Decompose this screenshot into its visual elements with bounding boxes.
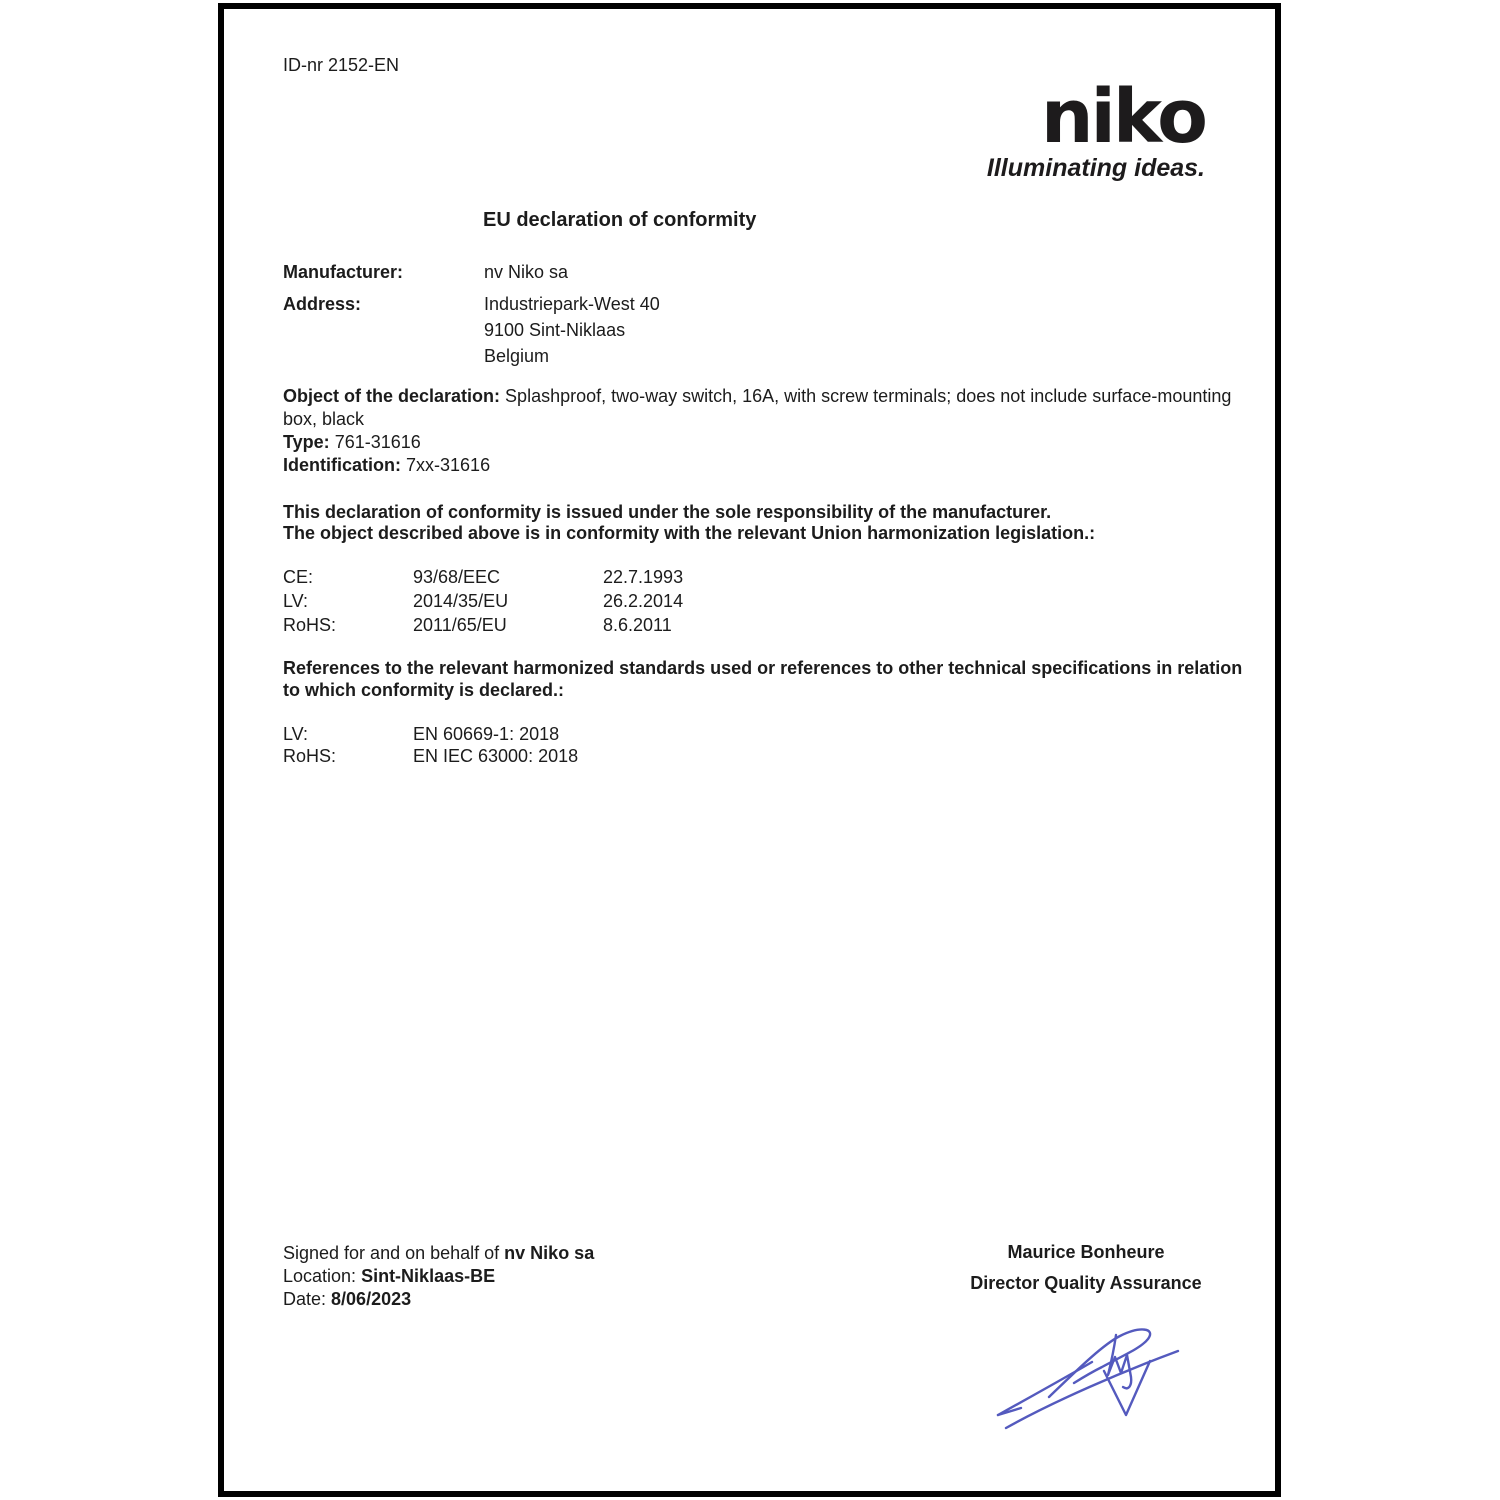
statement-line: References to the relevant harmonized standards used or references to other technical specifications in relation	[283, 658, 1243, 678]
standards-name: LV:	[283, 724, 309, 744]
legislation-row	[283, 613, 683, 637]
legislation-date: 8.6.2011	[603, 615, 672, 635]
niko-logo	[986, 74, 1205, 183]
signed-prefix: Signed for and on behalf of	[283, 1243, 505, 1263]
statement-line: The object described above is in conformity with the relevant Union harmonization legislation.:	[283, 523, 1096, 543]
object-label: Object of the declaration:	[283, 386, 501, 406]
signer-block	[960, 1242, 1212, 1294]
type-label: Type:	[283, 432, 330, 452]
location-label: Location:	[283, 1266, 362, 1286]
legislation-row	[283, 589, 683, 613]
legislation-directive: 2014/35/EU	[413, 591, 509, 611]
legislation-directive: 2011/65/EU	[413, 615, 507, 635]
standards-name: RoHS:	[283, 746, 337, 766]
identification-value: 7xx-31616	[406, 455, 491, 475]
manufacturer-value: nv Niko sa	[484, 262, 569, 282]
object-text-line-1	[283, 385, 1243, 408]
identification-label: Identification:	[283, 455, 401, 475]
type-value: 761-31616	[334, 432, 421, 452]
statement-line: This declaration of conformity is issued under the sole responsibility of the manufacturer.	[283, 502, 1052, 522]
date-line	[283, 1288, 594, 1311]
legislation-row	[283, 565, 683, 589]
niko-logo-tagline: Illuminating ideas.	[986, 153, 1205, 182]
document-id: ID-nr 2152-EN	[283, 55, 400, 75]
address-line: Industriepark-West 40	[484, 294, 660, 314]
object-text: Splashproof, two-way switch, 16A, with screw terminals; does not include surface-mounting	[505, 386, 1232, 406]
signed-line	[283, 1242, 594, 1265]
legislation-date: 22.7.1993	[603, 567, 684, 587]
signed-block	[283, 1242, 594, 1311]
standards-table	[283, 723, 578, 767]
date-label: Date:	[283, 1289, 332, 1309]
date-value: 8/06/2023	[331, 1289, 412, 1309]
signer-name: Maurice Bonheure	[1007, 1242, 1165, 1262]
address-row	[283, 291, 660, 369]
standards-row	[283, 745, 578, 767]
handwritten-signature-icon	[994, 1315, 1184, 1440]
identification-line	[283, 454, 1243, 477]
legislation-name: LV:	[283, 591, 309, 611]
address-line: Belgium	[484, 346, 550, 366]
legislation-name: CE:	[283, 567, 314, 587]
location-value: Sint-Niklaas-BE	[361, 1266, 496, 1286]
address-line: 9100 Sint-Niklaas	[484, 320, 626, 340]
responsibility-statement	[283, 502, 1243, 544]
legislation-directive: 93/68/EEC	[413, 567, 501, 587]
address-value	[484, 291, 660, 369]
location-line	[283, 1265, 594, 1288]
statement-line: to which conformity is declared.:	[283, 680, 565, 700]
manufacturer-label: Manufacturer:	[283, 262, 404, 282]
legislation-name: RoHS:	[283, 615, 337, 635]
standards-value: EN IEC 63000: 2018	[413, 746, 579, 766]
signed-company: nv Niko sa	[504, 1243, 595, 1263]
address-label: Address:	[283, 294, 362, 314]
niko-logo-wordmark: niko	[1040, 74, 1205, 160]
references-statement	[283, 657, 1243, 701]
object-text-line-2: box, black	[283, 409, 365, 429]
signer-title: Director Quality Assurance	[970, 1273, 1202, 1293]
page-title: EU declaration of conformity	[483, 209, 757, 231]
object-declaration	[283, 385, 1243, 477]
manufacturer-row	[283, 259, 568, 285]
legislation-date: 26.2.2014	[603, 591, 684, 611]
standards-value: EN 60669-1: 2018	[413, 724, 560, 744]
document-page	[218, 3, 1281, 1497]
standards-row	[283, 723, 578, 745]
type-line	[283, 431, 1243, 454]
legislation-table	[283, 565, 683, 637]
